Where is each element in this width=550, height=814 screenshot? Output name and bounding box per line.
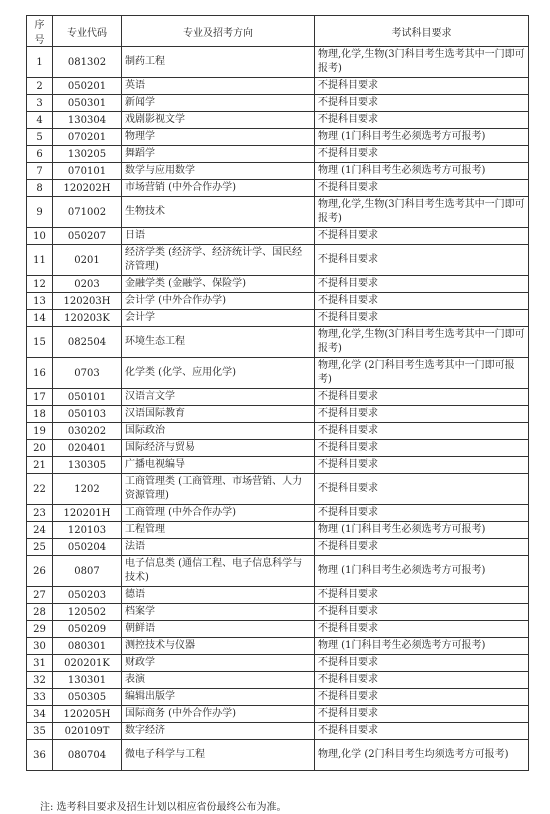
- seq-cell: 4: [27, 112, 53, 129]
- code-cell: 050201: [53, 78, 122, 95]
- major-cell: 工程管理: [122, 522, 315, 539]
- table-row: [27, 723, 529, 740]
- code-cell: 070101: [53, 163, 122, 180]
- code-cell: 050207: [53, 228, 122, 245]
- major-cell: 会计学 (中外合作办学): [122, 293, 315, 310]
- seq-cell: 7: [27, 163, 53, 180]
- requirement-cell: 不提科目要求: [315, 587, 529, 604]
- code-cell: 020401: [53, 440, 122, 457]
- major-cell: 戏剧影视文学: [122, 112, 315, 129]
- code-cell: 120502: [53, 604, 122, 621]
- seq-cell: 19: [27, 423, 53, 440]
- table-row: [27, 604, 529, 621]
- table-row: [27, 78, 529, 95]
- major-cell: 汉语言文学: [122, 389, 315, 406]
- seq-cell: 32: [27, 672, 53, 689]
- major-cell: 电子信息类 (通信工程、电子信息科学与技术): [122, 556, 315, 587]
- table-row: [27, 310, 529, 327]
- seq-cell: 29: [27, 621, 53, 638]
- requirement-cell: 物理,化学,生物(3门科目考生选考其中一门即可报考): [315, 47, 529, 78]
- seq-cell: 31: [27, 655, 53, 672]
- major-cell: 日语: [122, 228, 315, 245]
- requirement-cell: 不提科目要求: [315, 180, 529, 197]
- table-row: [27, 539, 529, 556]
- code-cell: 020201K: [53, 655, 122, 672]
- table-row: [27, 327, 529, 358]
- table-row: [27, 180, 529, 197]
- table-header-row: [27, 16, 529, 47]
- table-row: [27, 672, 529, 689]
- seq-cell: 17: [27, 389, 53, 406]
- code-cell: 0703: [53, 358, 122, 389]
- header-major: 专业及招考方向: [122, 16, 315, 47]
- code-cell: 130304: [53, 112, 122, 129]
- table-row: [27, 655, 529, 672]
- seq-cell: 23: [27, 505, 53, 522]
- code-cell: 0201: [53, 245, 122, 276]
- seq-cell: 16: [27, 358, 53, 389]
- code-cell: 020109T: [53, 723, 122, 740]
- seq-cell: 35: [27, 723, 53, 740]
- subject-requirements-table: [26, 15, 529, 771]
- requirement-cell: 不提科目要求: [315, 457, 529, 474]
- requirement-cell: 物理 (1门科目考生必须选考方可报考): [315, 556, 529, 587]
- header-seq: 序号: [27, 16, 53, 47]
- requirement-cell: 不提科目要求: [315, 310, 529, 327]
- table-row: [27, 440, 529, 457]
- footnote: 注: 选考科目要求及招生计划以相应省份最终公布为准。: [40, 802, 287, 813]
- requirement-cell: 不提科目要求: [315, 672, 529, 689]
- seq-cell: 3: [27, 95, 53, 112]
- table-row: [27, 197, 529, 228]
- major-cell: 朝鲜语: [122, 621, 315, 638]
- table-row: [27, 146, 529, 163]
- major-cell: 汉语国际教育: [122, 406, 315, 423]
- header-requirement: 考试科目要求: [315, 16, 529, 47]
- requirement-cell: 不提科目要求: [315, 245, 529, 276]
- code-cell: 050203: [53, 587, 122, 604]
- table-row: [27, 112, 529, 129]
- requirement-cell: 不提科目要求: [315, 389, 529, 406]
- requirement-cell: 不提科目要求: [315, 112, 529, 129]
- requirement-cell: 物理 (1门科目考生必须选考方可报考): [315, 129, 529, 146]
- code-cell: 120201H: [53, 505, 122, 522]
- major-cell: 工商管理 (中外合作办学): [122, 505, 315, 522]
- requirement-cell: 不提科目要求: [315, 706, 529, 723]
- requirement-cell: 不提科目要求: [315, 474, 529, 505]
- seq-cell: 30: [27, 638, 53, 655]
- table-row: [27, 129, 529, 146]
- major-cell: 档案学: [122, 604, 315, 621]
- seq-cell: 36: [27, 740, 53, 771]
- requirement-cell: 不提科目要求: [315, 146, 529, 163]
- code-cell: 050101: [53, 389, 122, 406]
- table-row: [27, 689, 529, 706]
- requirement-cell: 物理,化学,生物(3门科目考生选考其中一门即可报考): [315, 327, 529, 358]
- major-cell: 环境生态工程: [122, 327, 315, 358]
- seq-cell: 11: [27, 245, 53, 276]
- requirement-cell: 物理,化学 (2门科目考生选考其中一门即可报考): [315, 358, 529, 389]
- table-row: [27, 228, 529, 245]
- seq-cell: 9: [27, 197, 53, 228]
- seq-cell: 28: [27, 604, 53, 621]
- table-row: [27, 293, 529, 310]
- major-cell: 舞蹈学: [122, 146, 315, 163]
- code-cell: 050209: [53, 621, 122, 638]
- requirement-cell: 不提科目要求: [315, 423, 529, 440]
- code-cell: 130205: [53, 146, 122, 163]
- table-row: [27, 621, 529, 638]
- table-row: [27, 47, 529, 78]
- seq-cell: 12: [27, 276, 53, 293]
- major-cell: 法语: [122, 539, 315, 556]
- seq-cell: 2: [27, 78, 53, 95]
- requirement-cell: 物理 (1门科目考生必须选考方可报考): [315, 522, 529, 539]
- requirement-cell: 不提科目要求: [315, 604, 529, 621]
- major-cell: 编辑出版学: [122, 689, 315, 706]
- table-row: [27, 95, 529, 112]
- table-row: [27, 245, 529, 276]
- code-cell: 070201: [53, 129, 122, 146]
- table-row: [27, 740, 529, 771]
- seq-cell: 10: [27, 228, 53, 245]
- table-row: [27, 522, 529, 539]
- seq-cell: 33: [27, 689, 53, 706]
- major-cell: 微电子科学与工程: [122, 740, 315, 771]
- requirement-cell: 物理 (1门科目考生必须选考方可报考): [315, 163, 529, 180]
- seq-cell: 13: [27, 293, 53, 310]
- major-cell: 国际商务 (中外合作办学): [122, 706, 315, 723]
- requirement-cell: 不提科目要求: [315, 78, 529, 95]
- code-cell: 0203: [53, 276, 122, 293]
- table-row: [27, 163, 529, 180]
- code-cell: 050204: [53, 539, 122, 556]
- major-cell: 制药工程: [122, 47, 315, 78]
- code-cell: 120203H: [53, 293, 122, 310]
- seq-cell: 1: [27, 47, 53, 78]
- seq-cell: 14: [27, 310, 53, 327]
- major-cell: 广播电视编导: [122, 457, 315, 474]
- seq-cell: 6: [27, 146, 53, 163]
- code-cell: 130305: [53, 457, 122, 474]
- requirement-cell: 不提科目要求: [315, 723, 529, 740]
- seq-cell: 20: [27, 440, 53, 457]
- major-cell: 金融学类 (金融学、保险学): [122, 276, 315, 293]
- major-cell: 工商管理类 (工商管理、市场营销、人力资源管理): [122, 474, 315, 505]
- requirement-cell: 不提科目要求: [315, 505, 529, 522]
- major-cell: 物理学: [122, 129, 315, 146]
- requirement-cell: 物理 (1门科目考生必须选考方可报考): [315, 638, 529, 655]
- major-cell: 市场营销 (中外合作办学): [122, 180, 315, 197]
- table-row: [27, 638, 529, 655]
- seq-cell: 22: [27, 474, 53, 505]
- major-cell: 表演: [122, 672, 315, 689]
- seq-cell: 27: [27, 587, 53, 604]
- table-row: [27, 276, 529, 293]
- seq-cell: 21: [27, 457, 53, 474]
- code-cell: 082504: [53, 327, 122, 358]
- requirement-cell: 不提科目要求: [315, 621, 529, 638]
- requirement-cell: 不提科目要求: [315, 539, 529, 556]
- code-cell: 1202: [53, 474, 122, 505]
- major-cell: 经济学类 (经济学、经济统计学、国民经济管理): [122, 245, 315, 276]
- requirement-cell: 物理,化学,生物(3门科目考生选考其中一门即可报考): [315, 197, 529, 228]
- table-row: [27, 474, 529, 505]
- seq-cell: 18: [27, 406, 53, 423]
- code-cell: 030202: [53, 423, 122, 440]
- table-body: [27, 47, 529, 771]
- code-cell: 130301: [53, 672, 122, 689]
- table-row: [27, 406, 529, 423]
- table-row: [27, 423, 529, 440]
- table-row: [27, 505, 529, 522]
- code-cell: 120203K: [53, 310, 122, 327]
- requirement-cell: 不提科目要求: [315, 406, 529, 423]
- table-row: [27, 389, 529, 406]
- table-row: [27, 556, 529, 587]
- seq-cell: 25: [27, 539, 53, 556]
- major-cell: 生物技术: [122, 197, 315, 228]
- major-cell: 会计学: [122, 310, 315, 327]
- requirement-cell: 不提科目要求: [315, 440, 529, 457]
- requirement-cell: 不提科目要求: [315, 95, 529, 112]
- major-cell: 德语: [122, 587, 315, 604]
- major-cell: 数字经济: [122, 723, 315, 740]
- code-cell: 081302: [53, 47, 122, 78]
- code-cell: 050103: [53, 406, 122, 423]
- code-cell: 120205H: [53, 706, 122, 723]
- major-cell: 国际政治: [122, 423, 315, 440]
- major-cell: 测控技术与仪器: [122, 638, 315, 655]
- seq-cell: 8: [27, 180, 53, 197]
- document-page: [26, 15, 528, 771]
- requirement-cell: 不提科目要求: [315, 655, 529, 672]
- code-cell: 0807: [53, 556, 122, 587]
- seq-cell: 34: [27, 706, 53, 723]
- major-cell: 化学类 (化学、应用化学): [122, 358, 315, 389]
- code-cell: 120103: [53, 522, 122, 539]
- code-cell: 080301: [53, 638, 122, 655]
- table-row: [27, 457, 529, 474]
- major-cell: 财政学: [122, 655, 315, 672]
- seq-cell: 15: [27, 327, 53, 358]
- table-row: [27, 358, 529, 389]
- requirement-cell: 不提科目要求: [315, 689, 529, 706]
- major-cell: 新闻学: [122, 95, 315, 112]
- requirement-cell: 不提科目要求: [315, 293, 529, 310]
- seq-cell: 26: [27, 556, 53, 587]
- table-row: [27, 587, 529, 604]
- table-row: [27, 706, 529, 723]
- requirement-cell: 不提科目要求: [315, 228, 529, 245]
- header-code: 专业代码: [53, 16, 122, 47]
- code-cell: 080704: [53, 740, 122, 771]
- requirement-cell: 不提科目要求: [315, 276, 529, 293]
- code-cell: 071002: [53, 197, 122, 228]
- major-cell: 国际经济与贸易: [122, 440, 315, 457]
- code-cell: 050305: [53, 689, 122, 706]
- code-cell: 050301: [53, 95, 122, 112]
- major-cell: 数学与应用数学: [122, 163, 315, 180]
- code-cell: 120202H: [53, 180, 122, 197]
- requirement-cell: 物理,化学 (2门科目考生均须选考方可报考): [315, 740, 529, 771]
- seq-cell: 24: [27, 522, 53, 539]
- major-cell: 英语: [122, 78, 315, 95]
- seq-cell: 5: [27, 129, 53, 146]
